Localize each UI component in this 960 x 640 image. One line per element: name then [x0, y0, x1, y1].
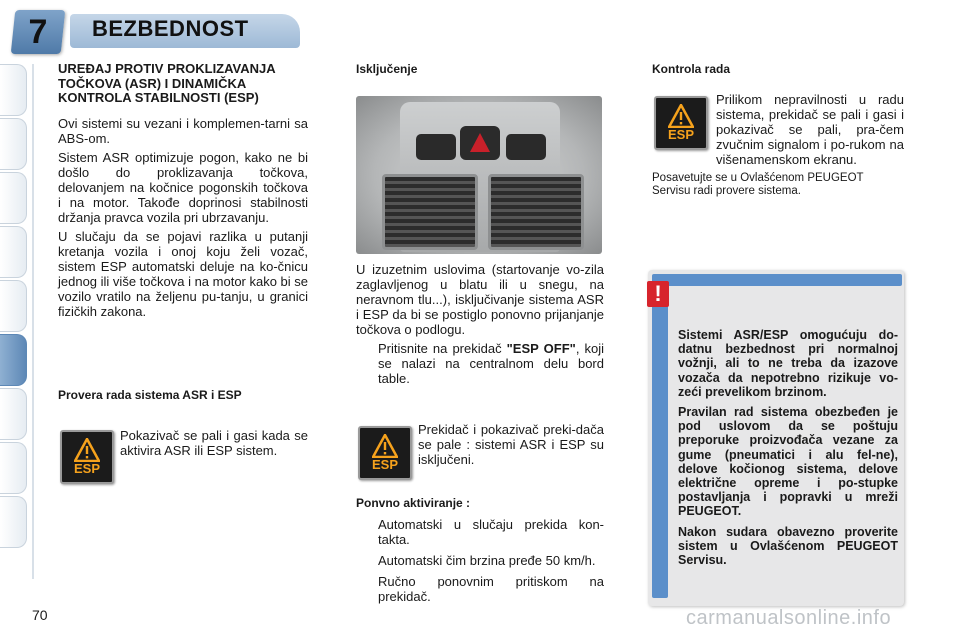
dashboard-photo [356, 96, 602, 254]
side-tab-7-active[interactable] [0, 334, 27, 386]
subheading-monitoring: Kontrola rada [652, 62, 731, 76]
bullet-icon [356, 553, 370, 568]
air-vent-left [382, 174, 478, 250]
esp-warning-icon [358, 426, 412, 480]
paragraph: Sistem ASR optimizuje pogon, kako ne bi došlo do proklizavanja točkova, delovanjem na kočnice pogonskih točkova i na motor. Takođe doprinosi stabilnosti držanja pravca vozila pri ubrzavanju. [58, 149, 308, 225]
column-middle [356, 262, 604, 392]
side-tab-5[interactable] [0, 280, 27, 332]
warning-strip-top [652, 274, 902, 286]
chapter-number: 7 [28, 13, 48, 51]
warning-icon: ! [647, 281, 669, 307]
warning-strip [652, 292, 668, 598]
bullet-text: Automatski u slučaju prekida kon-takta. [378, 517, 604, 547]
warning-paragraph: Pravilan rad sistema obezbeđen je pod uslovom da se poštuju preporuke proizvođača vezane za gume (pneumatici i alu fel-ne), delove kočionog sistema, delove električne opreme i po-stupke postavljanja i popravki u mreži PEUGEOT. [678, 405, 898, 519]
side-tab-3[interactable] [0, 172, 27, 224]
paragraph: Ovi sistemi su vezani i komplemen-tarni sa ABS-om. [58, 115, 308, 146]
subheading-reactivate: Ponvno aktiviranje : [356, 496, 471, 510]
bullet-icon [356, 517, 370, 547]
side-tab-10[interactable] [0, 496, 27, 548]
side-rail [32, 64, 34, 579]
warning-text [678, 328, 898, 573]
page-title: BEZBEDNOST [92, 16, 249, 41]
list-item [356, 517, 604, 547]
subheading-disable: Isključenje [356, 62, 418, 76]
side-tab-4[interactable] [0, 226, 27, 278]
hazard-button [460, 126, 500, 160]
side-tab-1[interactable] [0, 64, 27, 116]
switch-description [418, 422, 604, 471]
esp-label: ESP [73, 461, 100, 476]
fault-description [716, 92, 904, 171]
esp-warning-icon [654, 96, 708, 150]
esp-label: ESP [667, 127, 694, 142]
paragraph: U izuzetnim uslovima (startovanje vo-zila zaglavljenog u blatu ili u snegu, na neravnom tlu...), isključivanje sistema ASR i ESP da bi se postiglo ponovno prijanjanje točkova o podlogu. [356, 262, 604, 337]
paragraph: Posavetujte se u Ovlašćenom PEUGEOT Servisu radi provere sistema. [652, 172, 864, 197]
paragraph: Prekidač i pokazivač preki-dača se pale : sistemi ASR i ESP su isključeni. [418, 422, 604, 467]
esp-off-label: "ESP OFF" [506, 341, 576, 356]
paragraph: Pokazivač se pali i gasi kada se aktivira ASR ili ESP sistem. [120, 428, 308, 458]
warning-paragraph: Sistemi ASR/ESP omogućuju do-datnu bezbednost pri normalnoj vožnji, ali to ne treba da izazove vozača da nepotrebno rizikuje vo-zeći prevelikom brzinom. [678, 328, 898, 399]
esp-off-button [506, 134, 546, 160]
chapter-side-tabs [0, 64, 32, 579]
section-heading-asr-esp: UREĐAJ PROTIV PROKLIZAVANJA TOČKOVA (ASR) I DINAMIČKA KONTROLA STABILNOSTI (ESP) [58, 61, 276, 105]
indicator-description [120, 428, 308, 462]
list-item [356, 553, 604, 568]
side-tab-8[interactable] [0, 388, 27, 440]
service-note [652, 172, 904, 202]
side-tab-2[interactable] [0, 118, 27, 170]
watermark: carmanualsonline.info [686, 607, 892, 629]
side-tab-9[interactable] [0, 442, 27, 494]
column-left [58, 62, 308, 323]
bullet-text: Automatski čim brzina pređe 50 km/h. [378, 553, 596, 568]
esp-label: ESP [371, 457, 398, 472]
paragraph: U slučaju da se pojavi razlika u putanji kretanja vozila i onoj koju želi vozač, sistem ESP automatski deluje na ko-čnicu jednog ili više točkova i na motor kako bi se vozilo vratilo na željenu pu-tanju, u granici fizičkih zakona. [58, 228, 309, 319]
bullet-icon [356, 574, 370, 604]
bullet-icon [356, 341, 370, 386]
bullet-text: Ručno ponovnim pritiskom na prekidač. [378, 574, 604, 604]
paragraph: Prilikom nepravilnosti u radu sistema, prekidač se pali i gasi i pokazivač se pali, pra-čem zvučnim signalom i po-rukom na višenamenskom ekranu. [716, 92, 904, 167]
air-vent-right [488, 174, 584, 250]
subheading-check: Provera rada sistema ASR i ESP [58, 388, 242, 402]
page-number: 70 [32, 607, 48, 623]
esp-warning-icon [60, 430, 114, 484]
warning-paragraph: Nakon sudara obavezno proverite sistem u Ovlašćenom PEUGEOT Servisu. [678, 524, 898, 568]
bullet-text: Pritisnite na prekidač [378, 341, 507, 356]
reactivation-section [356, 496, 604, 610]
console-button [416, 134, 456, 160]
list-item [356, 574, 604, 604]
list-item [356, 341, 604, 386]
bullet-text: , koji se nalazi na centralnom delu bord table. [378, 341, 604, 386]
